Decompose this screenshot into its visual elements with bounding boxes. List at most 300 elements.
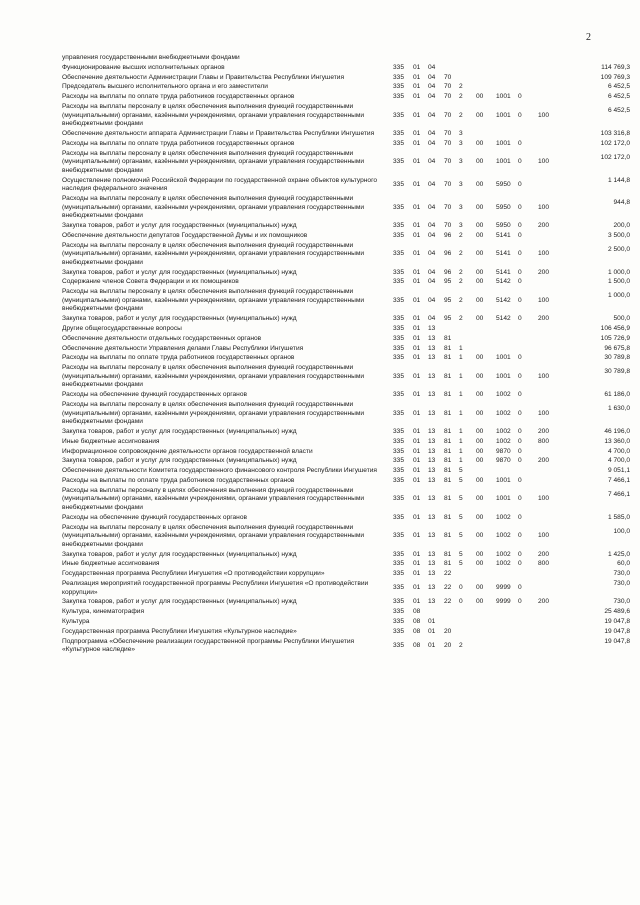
- row-name: Культура, кинематография: [62, 608, 145, 616]
- table-row: [0, 354, 640, 363]
- row-code-7: 5950: [496, 180, 511, 188]
- row-code-3: 13: [428, 570, 436, 578]
- row-code-4: 81: [444, 467, 452, 475]
- row-code-4: 95: [444, 296, 452, 304]
- row-code-8: 0: [518, 409, 522, 417]
- table-row: [0, 150, 640, 176]
- row-code-2: 01: [413, 570, 421, 578]
- row-code-3: 13: [428, 325, 436, 332]
- row-name: Закупка товаров, работ и услуг для государственных (муниципальных) нужд: [62, 428, 297, 435]
- row-amount: 60,0: [617, 560, 630, 568]
- row-code-3: 13: [428, 467, 436, 475]
- row-amount: 1 000,0: [608, 268, 630, 276]
- table-row: [0, 598, 640, 607]
- row-code-5: 2: [459, 296, 463, 304]
- row-name: Расходы на выплаты по оплате труда работников государственных органов: [62, 477, 295, 484]
- row-name: Закупка товаров, работ и услуг для государственных (муниципальных) нужд: [62, 550, 297, 558]
- row-code-4: 20: [444, 627, 452, 635]
- row-code-9: 200: [538, 315, 550, 323]
- table-row: [0, 64, 640, 73]
- row-code-4: 70: [444, 93, 452, 101]
- row-name: Обеспечение деятельности Комитета государственного финансового контроля Республики Ингушетия: [62, 467, 378, 475]
- row-code-9: 100: [538, 372, 550, 380]
- row-code-5: 5: [459, 560, 463, 568]
- row-code-2: 08: [413, 608, 421, 616]
- table-row: [0, 177, 640, 194]
- row-code-3: 13: [428, 598, 436, 606]
- table-row: [0, 222, 640, 231]
- row-code-4: 22: [444, 598, 452, 606]
- row-code-7: 1001: [496, 139, 511, 147]
- row-code-9: 800: [538, 437, 550, 445]
- row-amount: 730,0: [613, 580, 630, 587]
- row-code-4: 20: [444, 641, 452, 649]
- table-row: [0, 325, 640, 334]
- row-code-2: 01: [413, 598, 421, 606]
- row-code-2: 01: [413, 250, 421, 258]
- row-code-6: 00: [476, 513, 484, 521]
- row-code-3: 13: [428, 354, 436, 362]
- row-name: Расходы на выплаты персоналу в целях обеспечения выполнения функций государственными (муниципальными) органами, казёнными учреждениями, органами управления государственными внебюджетными фондами: [62, 364, 365, 389]
- row-code-5: 2: [459, 268, 463, 276]
- row-code-5: 1: [459, 344, 463, 352]
- row-name: Расходы на выплаты по оплате труда работников государственных органов: [62, 139, 295, 147]
- row-code-3: 04: [428, 203, 436, 211]
- row-name: Расходы на выплаты персоналу в целях обеспечения выполнения функций государственными (муниципальными) органами, казёнными учреждениями, органами управления государственными внебюджетными фондами: [62, 103, 365, 128]
- table-row: [0, 467, 640, 476]
- row-code-4: 81: [444, 409, 452, 417]
- row-code-8: 0: [518, 111, 522, 119]
- row-code-4: 70: [444, 158, 452, 166]
- row-code-2: 01: [413, 83, 421, 91]
- row-amount: 19 047,8: [604, 618, 630, 625]
- row-code-6: 00: [476, 158, 484, 166]
- row-name: Государственная программа Республики Ингушетия «Культурное наследие»: [62, 627, 297, 635]
- row-code-3: 04: [428, 231, 436, 239]
- row-code-5: 3: [459, 203, 463, 211]
- row-code-5: 2: [459, 83, 463, 91]
- row-code-9: 100: [538, 296, 550, 304]
- row-code-4: 96: [444, 250, 452, 258]
- row-code-7: 5950: [496, 203, 511, 211]
- row-code-5: 2: [459, 278, 463, 286]
- row-code-7: 1001: [496, 354, 511, 362]
- row-code-7: 1002: [496, 560, 511, 568]
- row-code-1: 335: [393, 532, 405, 540]
- row-amount: 19 047,8: [604, 637, 630, 645]
- row-code-3: 04: [428, 315, 436, 323]
- row-code-5: 3: [459, 158, 463, 166]
- row-code-3: 04: [428, 278, 436, 286]
- row-code-8: 0: [518, 447, 522, 455]
- row-code-2: 01: [413, 139, 421, 147]
- table-row: [0, 608, 640, 617]
- row-code-4: 70: [444, 83, 452, 91]
- table-row: [0, 391, 640, 400]
- row-name: Расходы на выплаты персоналу в целях обеспечения выполнения функций государственными (муниципальными) органами, казёнными учреждениями, органами управления государственными внебюджетными фондами: [62, 149, 365, 174]
- row-code-8: 0: [518, 139, 522, 147]
- table-row: [0, 103, 640, 129]
- row-amount: 500,0: [613, 315, 630, 323]
- row-code-1: 335: [393, 139, 405, 147]
- row-code-1: 335: [393, 409, 405, 417]
- row-code-3: 01: [428, 618, 436, 625]
- row-code-1: 335: [393, 641, 405, 649]
- table-row: [0, 242, 640, 268]
- row-code-1: 335: [393, 63, 405, 71]
- row-code-4: 96: [444, 268, 452, 276]
- row-code-1: 335: [393, 296, 405, 304]
- row-amount: 730,0: [613, 598, 630, 606]
- row-code-1: 335: [393, 391, 405, 399]
- table-row: [0, 345, 640, 354]
- row-amount: 1 425,0: [608, 550, 630, 558]
- row-code-6: 00: [476, 354, 484, 362]
- row-code-1: 335: [393, 513, 405, 521]
- table-row: [0, 83, 640, 92]
- row-code-8: 0: [518, 278, 522, 286]
- row-code-5: 3: [459, 222, 463, 229]
- row-code-3: 04: [428, 73, 436, 81]
- row-amount: 7 466,1: [608, 491, 630, 499]
- row-code-6: 00: [476, 315, 484, 323]
- row-code-4: 70: [444, 130, 452, 137]
- row-name: Расходы на выплаты персоналу в целях обеспечения выполнения функций государственными (муниципальными) органами, казёнными учреждениями, органами управления государственными внебюджетными фондами: [62, 195, 365, 220]
- row-code-3: 04: [428, 139, 436, 147]
- row-code-2: 01: [413, 203, 421, 211]
- row-amount: 30 789,8: [604, 368, 630, 376]
- row-code-2: 01: [413, 560, 421, 568]
- row-code-3: 13: [428, 513, 436, 521]
- row-amount: 103 316,8: [600, 130, 630, 137]
- row-code-5: 5: [459, 467, 463, 475]
- row-amount: 1 144,8: [608, 176, 630, 184]
- table-row: [0, 140, 640, 149]
- row-code-8: 0: [518, 315, 522, 323]
- row-code-9: 100: [538, 409, 550, 417]
- row-code-7: 5142: [496, 315, 511, 323]
- row-code-7: 1002: [496, 428, 511, 435]
- row-name: Содержание членов Совета Федерации и их помощников: [62, 278, 239, 286]
- row-code-7: 5141: [496, 250, 511, 258]
- table-row: [0, 401, 640, 427]
- row-code-7: 9870: [496, 447, 511, 455]
- row-code-2: 01: [413, 532, 421, 540]
- row-code-1: 335: [393, 344, 405, 352]
- row-code-4: 70: [444, 73, 452, 81]
- row-code-3: 13: [428, 437, 436, 445]
- row-code-1: 335: [393, 570, 405, 578]
- row-code-9: 800: [538, 560, 550, 568]
- row-code-5: 1: [459, 409, 463, 417]
- row-code-9: 200: [538, 222, 550, 229]
- row-code-3: 01: [428, 627, 436, 635]
- row-name: Расходы на обеспечение функций государственных органов: [62, 513, 247, 521]
- row-code-3: 04: [428, 180, 436, 188]
- row-name: Обеспечение деятельности депутатов Государственной Думы и их помощников: [62, 231, 308, 239]
- row-code-8: 0: [518, 532, 522, 540]
- row-code-4: 81: [444, 532, 452, 540]
- row-code-2: 01: [413, 268, 421, 276]
- row-code-3: 04: [428, 83, 436, 91]
- table-row: [0, 551, 640, 560]
- row-code-3: 13: [428, 344, 436, 352]
- row-code-8: 0: [518, 550, 522, 558]
- row-amount: 1 585,0: [608, 513, 630, 521]
- row-amount: 100,0: [613, 527, 630, 535]
- row-code-5: 2: [459, 93, 463, 101]
- row-name: Расходы на выплаты персоналу в целях обеспечения выполнения функций государственными (муниципальными) органами, казёнными учреждениями, органами управления государственными внебюджетными фондами: [62, 288, 365, 313]
- row-code-1: 335: [393, 354, 405, 362]
- row-amount: 1 630,0: [608, 405, 630, 413]
- table-row: [0, 269, 640, 278]
- row-name: Государственная программа Республики Ингушетия «О противодействии коррупции»: [62, 570, 325, 578]
- row-code-2: 08: [413, 618, 421, 625]
- row-amount: 105 726,9: [600, 334, 630, 342]
- row-code-3: 04: [428, 222, 436, 229]
- row-code-5: 5: [459, 477, 463, 484]
- row-code-8: 0: [518, 203, 522, 211]
- row-code-1: 335: [393, 618, 405, 625]
- table-row: [0, 364, 640, 390]
- row-name: Обеспечение деятельности аппарата Администрации Главы и Правительства Республики Ингушетия: [62, 130, 375, 137]
- row-name: Расходы на выплаты персоналу в целях обеспечения выполнения функций государственными (муниципальными) органами, казёнными учреждениями, органами управления государственными внебюджетными фондами: [62, 523, 365, 548]
- row-code-5: 0: [459, 584, 463, 592]
- row-code-8: 0: [518, 513, 522, 521]
- row-code-8: 0: [518, 180, 522, 188]
- row-code-5: 3: [459, 130, 463, 137]
- row-code-3: 13: [428, 447, 436, 455]
- row-amount: 96 675,8: [604, 344, 630, 352]
- table-row: [0, 93, 640, 102]
- row-amount: 3 500,0: [608, 231, 630, 239]
- row-code-8: 0: [518, 296, 522, 304]
- row-name: Закупка товаров, работ и услуг для государственных (муниципальных) нужд: [62, 268, 297, 276]
- row-code-4: 81: [444, 457, 452, 465]
- row-code-3: 04: [428, 296, 436, 304]
- row-code-4: 70: [444, 111, 452, 119]
- row-amount: 102 172,0: [600, 139, 630, 147]
- row-name: Закупка товаров, работ и услуг для государственных (муниципальных) нужд: [62, 315, 297, 323]
- row-amount: 25 489,6: [604, 608, 630, 616]
- row-code-1: 335: [393, 325, 405, 332]
- row-code-7: 1001: [496, 111, 511, 119]
- row-code-7: 9999: [496, 598, 511, 606]
- row-code-2: 01: [413, 467, 421, 475]
- row-code-4: 95: [444, 315, 452, 323]
- row-amount: 730,0: [613, 570, 630, 578]
- table-row: [0, 618, 640, 627]
- row-code-2: 01: [413, 409, 421, 417]
- row-code-1: 335: [393, 315, 405, 323]
- table-row: [0, 448, 640, 457]
- row-code-5: 5: [459, 495, 463, 503]
- row-code-1: 335: [393, 372, 405, 380]
- row-code-1: 335: [393, 203, 405, 211]
- row-code-3: 04: [428, 111, 436, 119]
- row-code-5: 5: [459, 513, 463, 521]
- row-code-1: 335: [393, 437, 405, 445]
- row-code-5: 1: [459, 391, 463, 399]
- row-code-2: 01: [413, 391, 421, 399]
- row-code-2: 01: [413, 73, 421, 81]
- row-code-6: 00: [476, 250, 484, 258]
- row-code-1: 335: [393, 560, 405, 568]
- row-code-5: 2: [459, 111, 463, 119]
- row-name: Культура: [62, 618, 90, 625]
- row-name: Расходы на выплаты персоналу в целях обеспечения выполнения функций государственными (муниципальными) органами, казёнными учреждениями, органами управления государственными внебюджетными фондами: [62, 241, 365, 266]
- row-code-6: 00: [476, 550, 484, 558]
- row-code-1: 335: [393, 180, 405, 188]
- row-code-4: 81: [444, 437, 452, 445]
- row-amount: 13 360,0: [604, 437, 630, 445]
- row-code-9: 100: [538, 532, 550, 540]
- row-code-1: 335: [393, 608, 405, 616]
- row-code-5: 1: [459, 437, 463, 445]
- row-code-6: 00: [476, 409, 484, 417]
- row-amount: 200,0: [613, 222, 630, 229]
- row-code-2: 01: [413, 344, 421, 352]
- row-code-5: 5: [459, 550, 463, 558]
- row-code-2: 01: [413, 222, 421, 229]
- row-code-3: 04: [428, 63, 436, 71]
- row-code-9: 100: [538, 250, 550, 258]
- row-code-7: 1002: [496, 437, 511, 445]
- row-code-2: 01: [413, 513, 421, 521]
- row-code-2: 01: [413, 278, 421, 286]
- row-code-3: 04: [428, 130, 436, 137]
- row-code-2: 01: [413, 372, 421, 380]
- row-amount: 944,8: [613, 199, 630, 207]
- row-code-5: 2: [459, 231, 463, 239]
- row-code-8: 0: [518, 477, 522, 484]
- row-name: Реализация мероприятий государственной программы Республики Ингушетия «О противодействии коррупции»: [62, 580, 369, 596]
- row-code-2: 01: [413, 315, 421, 323]
- row-code-5: 1: [459, 428, 463, 435]
- page-number: 2: [586, 32, 591, 43]
- row-code-7: 5141: [496, 231, 511, 239]
- table-row: [0, 288, 640, 314]
- row-code-2: 01: [413, 325, 421, 332]
- row-code-8: 0: [518, 158, 522, 166]
- row-code-7: 1001: [496, 372, 511, 380]
- row-code-6: 00: [476, 268, 484, 276]
- row-code-6: 00: [476, 437, 484, 445]
- row-code-4: 81: [444, 334, 452, 342]
- row-code-1: 335: [393, 83, 405, 91]
- row-code-4: 81: [444, 354, 452, 362]
- row-code-5: 3: [459, 139, 463, 147]
- row-amount: 61 186,0: [604, 391, 630, 399]
- row-amount: 4 700,0: [608, 447, 630, 455]
- row-code-7: 1002: [496, 409, 511, 417]
- row-code-4: 70: [444, 203, 452, 211]
- row-code-2: 01: [413, 180, 421, 188]
- row-amount: 106 456,9: [600, 325, 630, 332]
- row-amount: 7 466,1: [608, 477, 630, 484]
- table-row: [0, 514, 640, 523]
- row-code-1: 335: [393, 584, 405, 592]
- table-row: [0, 628, 640, 637]
- row-code-7: 1002: [496, 391, 511, 399]
- row-name: Осуществление полномочий Российской Федерации по государственной охране объектов культурного наследия федерального значения: [62, 176, 378, 193]
- row-code-6: 00: [476, 111, 484, 119]
- row-code-9: 200: [538, 428, 550, 435]
- table-row: [0, 195, 640, 221]
- row-code-2: 01: [413, 296, 421, 304]
- row-code-6: 00: [476, 278, 484, 286]
- row-code-6: 00: [476, 391, 484, 399]
- row-name: Закупка товаров, работ и услуг для государственных (муниципальных) нужд: [62, 598, 297, 606]
- row-name: Расходы на обеспечение функций государственных органов: [62, 391, 247, 399]
- row-code-1: 335: [393, 598, 405, 606]
- row-code-7: 1001: [496, 477, 511, 484]
- row-name: Информационное сопровождение деятельности органов государственной власти: [62, 447, 313, 455]
- row-code-6: 00: [476, 296, 484, 304]
- row-code-3: 04: [428, 93, 436, 101]
- table-row: [0, 580, 640, 597]
- row-code-1: 335: [393, 278, 405, 286]
- row-code-8: 0: [518, 457, 522, 465]
- row-code-7: 9870: [496, 457, 511, 465]
- row-code-9: 200: [538, 598, 550, 606]
- row-code-2: 08: [413, 627, 421, 635]
- row-code-8: 0: [518, 598, 522, 606]
- row-code-2: 01: [413, 477, 421, 484]
- row-code-6: 00: [476, 428, 484, 435]
- table-row: [0, 232, 640, 241]
- row-code-3: 13: [428, 409, 436, 417]
- row-code-1: 335: [393, 550, 405, 558]
- row-code-8: 0: [518, 93, 522, 101]
- row-code-6: 00: [476, 584, 484, 592]
- row-code-1: 335: [393, 93, 405, 101]
- row-code-7: 1001: [496, 158, 511, 166]
- row-code-4: 22: [444, 570, 452, 578]
- row-code-3: 13: [428, 495, 436, 503]
- row-code-8: 0: [518, 250, 522, 258]
- row-code-6: 00: [476, 532, 484, 540]
- row-code-3: 13: [428, 457, 436, 465]
- row-code-2: 01: [413, 354, 421, 362]
- row-code-3: 13: [428, 550, 436, 558]
- row-code-1: 335: [393, 495, 405, 503]
- row-name: Подпрограмма «Обеспечение реализации государственной программы Республики Ингушетия «Культурное наследие»: [62, 637, 355, 654]
- row-code-8: 0: [518, 222, 522, 229]
- row-code-9: 100: [538, 158, 550, 166]
- row-code-4: 81: [444, 495, 452, 503]
- row-code-8: 0: [518, 372, 522, 380]
- row-code-3: 01: [428, 641, 436, 649]
- row-code-3: 13: [428, 477, 436, 484]
- table-row: [0, 638, 640, 655]
- row-code-3: 13: [428, 428, 436, 435]
- row-amount: 109 769,3: [600, 73, 630, 81]
- row-code-6: 00: [476, 139, 484, 147]
- row-amount: 6 452,5: [608, 83, 630, 91]
- row-code-1: 335: [393, 334, 405, 342]
- row-code-5: 5: [459, 532, 463, 540]
- row-code-2: 01: [413, 437, 421, 445]
- row-code-8: 0: [518, 437, 522, 445]
- row-code-3: 04: [428, 268, 436, 276]
- row-name: Закупка товаров, работ и услуг для государственных (муниципальных) нужд: [62, 222, 297, 229]
- row-code-6: 00: [476, 372, 484, 380]
- table-row: [0, 438, 640, 447]
- row-code-1: 335: [393, 627, 405, 635]
- row-code-2: 01: [413, 447, 421, 455]
- row-code-2: 01: [413, 550, 421, 558]
